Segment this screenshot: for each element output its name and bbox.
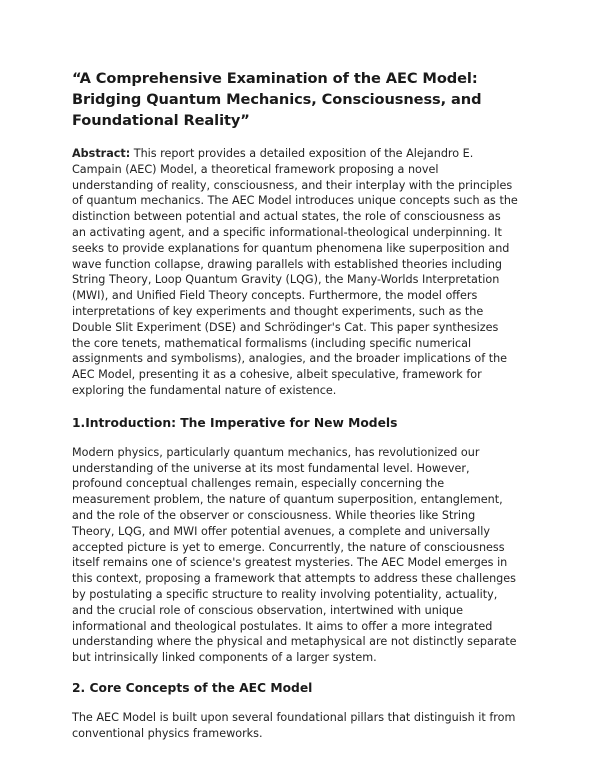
section-2-heading: 2. Core Concepts of the AEC Model (72, 680, 313, 695)
section-1-body: Modern physics, particularly quantum mechanics, has revolutionized our understanding of the universe at its most fundamental level. However, profound conceptual challenges remain, especially concerning the measurement problem, the nature of quantum superposition, entanglement, and the role of the observer or consciousness. While theories like String Theory, LQG, and MWI offer potential avenues, a complete and universally accepted picture is yet to emerge. Concurrently, the nature of consciousness itself remains one of science's greatest mysteries. The AEC Model emerges in this context, proposing a framework that attempts to address these challenges by postulating a specific structure to reality involving potentiality, actuality, and the crucial role of conscious observation, intertwined with unique informational and theological postulates. It aims to offer a more integrated understanding where the physical and metaphysical are not distinctly separate but intrinsically linked components of a larger system. (72, 445, 517, 665)
abstract-label: Abstract: (72, 147, 131, 160)
section-1-heading: 1.Introduction: The Imperative for New Models (72, 415, 398, 430)
abstract-text: This report provides a detailed exposition of the Alejandro E. Campain (AEC) Model, a theoretical framework proposing a novel understanding of reality, consciousness, and their interplay with the principles of quantum mechanics. The AEC Model introduces unique concepts such as the distinction between potential and actual states, the role of consciousness as an activating agent, and a specific informational-theological underpinning. It seeks to provide explanations for quantum phenomena like superposition and wave function collapse, drawing parallels with established theories including String Theory, Loop Quantum Gravity (LQG), the Many-Worlds Interpretation (MWI), and Unified Field Theory concepts. Furthermore, the model offers interpretations of key experiments and thought experiments, such as the Double Slit Experiment (DSE) and Schrödinger's Cat. This paper synthesizes the core tenets, mathematical formalisms (including specific numerical assignments and symbolisms), analogies, and the broader implications of the AEC Model, presenting it as a cohesive, albeit speculative, framework for exploring the fundamental nature of existence. (72, 147, 518, 397)
abstract-paragraph (72, 146, 518, 399)
section-2-body: The AEC Model is built upon several foundational pillars that distinguish it from conventional physics frameworks. (72, 710, 516, 740)
paper-title: “A Comprehensive Examination of the AEC Model: Bridging Quantum Mechanics, Consciousness, and Foundational Reality” (72, 70, 482, 129)
page-content (72, 68, 518, 742)
